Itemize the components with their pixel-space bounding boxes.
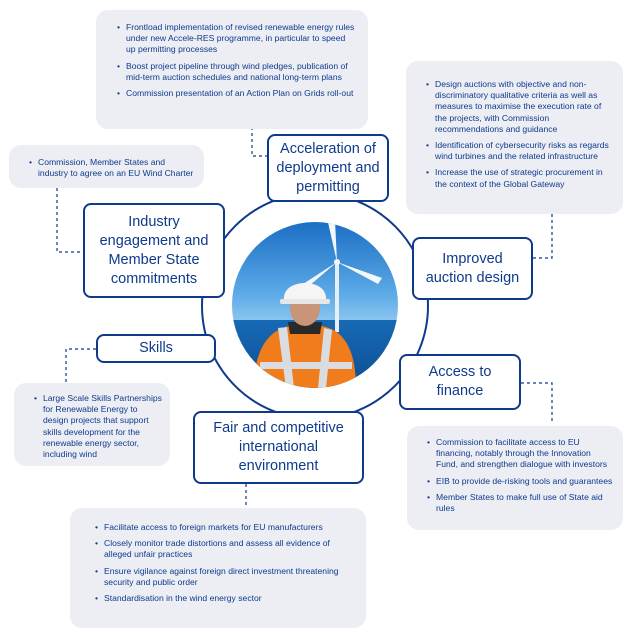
list-item: • Ensure vigilance against foreign direct investment threatening security and public order	[104, 566, 354, 588]
hub-label: Industry engagement and Member State commitments	[99, 213, 209, 287]
hub-industry	[83, 203, 225, 298]
list-item: • Increase the use of strategic procurement in the context of the Global Gateway	[435, 167, 611, 189]
list-item: • Closely monitor trade distortions and assess all evidence of alleged unfair practices	[104, 538, 354, 560]
note-fair	[70, 508, 366, 628]
list-item: • Boost project pipeline through wind pledges, publication of mid-term auction schedules and national long-term plans	[126, 61, 356, 83]
connector-finance	[521, 383, 552, 424]
list-item: • Design auctions with objective and non-discriminatory qualitative criteria as well as measures to maximise the execution rate of the projects, with Commission recommendations and guidance	[435, 79, 611, 135]
hub-label: Improved auction design	[425, 250, 520, 286]
wind-worker-photo	[232, 222, 398, 388]
hub-label: Acceleration of deployment and permitting	[276, 140, 380, 195]
list-item: • Commission to facilitate access to EU financing, notably through the Innovation Fund, and strengthen dialogue with investors	[436, 437, 613, 471]
list-item: • Commission, Member States and industry to agree on an EU Wind Charter	[38, 157, 196, 179]
connector-auction	[533, 214, 552, 258]
hub-label: Fair and competitive international environment	[213, 420, 344, 474]
note-auction	[406, 61, 623, 214]
connector-industry	[57, 188, 83, 252]
hub-fair	[193, 411, 364, 484]
list-item: • Standardisation in the wind energy sector	[104, 593, 354, 604]
list-item: • EIB to provide de-risking tools and guarantees	[436, 476, 613, 487]
list-item: • Member States to make full use of State aid rules	[436, 492, 613, 514]
connector-acceleration	[252, 127, 268, 156]
note-skills	[14, 383, 170, 466]
connector-skills	[66, 349, 96, 382]
photo-illustration	[232, 222, 398, 388]
hub-acceleration	[267, 134, 389, 202]
list-item: • Commission presentation of an Action Plan on Grids roll-out	[126, 88, 356, 99]
list-item: • Large Scale Skills Partnerships for Renewable Energy to design projects that support skills development for the renewable energy sector, including wind	[43, 393, 164, 460]
note-acceleration	[96, 10, 368, 129]
list-item: • Identification of cybersecurity risks as regards wind turbines and the related infrastructure	[435, 140, 611, 162]
hub-skills	[96, 334, 216, 363]
hub-label: Access to finance	[428, 364, 492, 399]
note-finance	[407, 426, 623, 530]
note-industry	[9, 145, 204, 188]
list-item: • Facilitate access to foreign markets for EU manufacturers	[104, 522, 354, 533]
hub-auction	[412, 237, 533, 300]
hub-label: Skills	[139, 340, 173, 356]
hub-finance	[399, 354, 521, 410]
list-item: • Frontload implementation of revised renewable energy rules under new Accele-RES programme, in particular to speed up permitting processes	[126, 22, 356, 56]
